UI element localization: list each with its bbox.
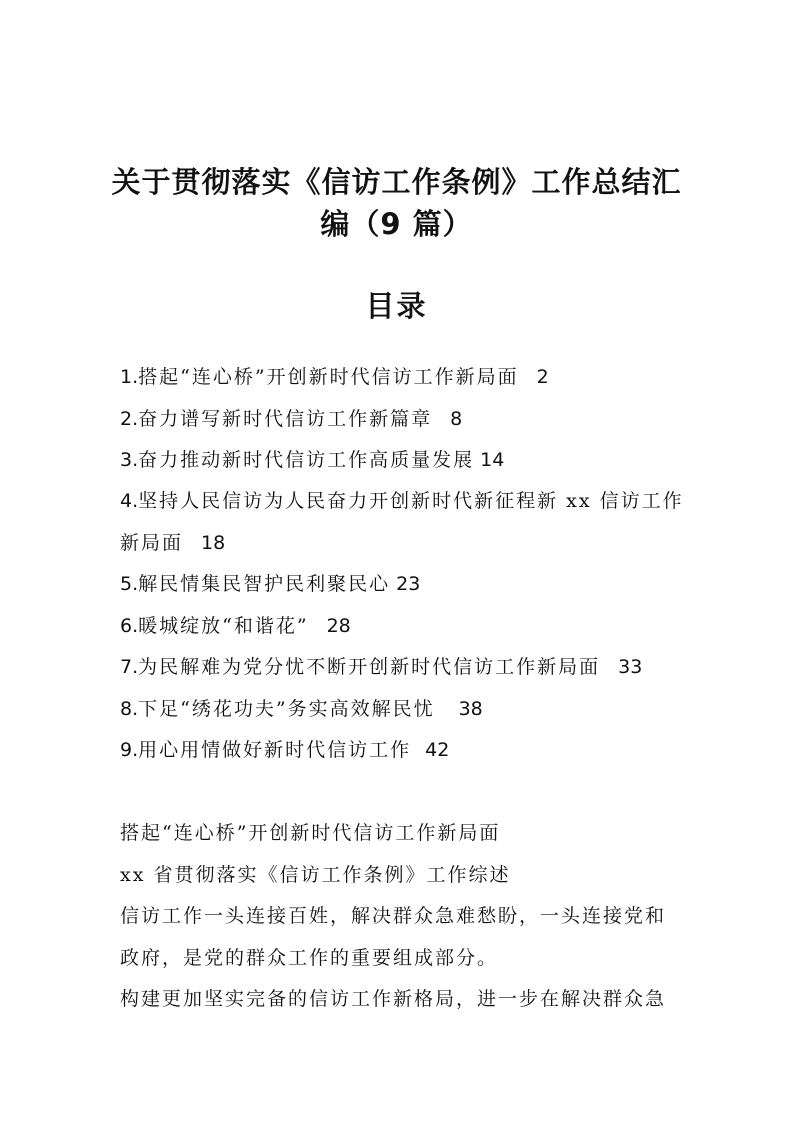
toc-item	[120, 445, 680, 475]
toc-item-number: 3.	[120, 449, 139, 471]
toc-item	[120, 362, 680, 392]
toc-item-text: 坚持人民信访为人民奋力开创新时代新征程新 xx 信访工作	[138, 490, 684, 512]
toc-item-page: 18	[201, 532, 226, 554]
toc-item-number: 7.	[120, 656, 139, 678]
toc-item-text: 用心用情做好新时代信访工作	[138, 739, 412, 761]
toc-item-text: 新局面	[120, 532, 184, 554]
toc-item	[120, 569, 680, 599]
body-line: 政府，是党的群众工作的重要组成部分。	[120, 947, 499, 969]
document-title-line-1: 关于贯彻落实《信访工作条例》工作总结汇	[111, 165, 682, 199]
toc-item-page: 38	[458, 698, 483, 720]
toc-item-text: 下足“绣花功夫”务实高效解民忧	[138, 698, 435, 720]
toc-item-text: 为民解难为党分忧不断开创新时代信访工作新局面	[138, 656, 601, 678]
toc-item	[120, 528, 680, 558]
toc-item-number: 1.	[120, 366, 139, 388]
document-title-line-2: 编（9 篇）	[320, 207, 473, 241]
toc-item-number: 5.	[120, 573, 139, 595]
body-line: 搭起“连心桥”开创新时代信访工作新局面	[120, 822, 501, 844]
toc-item-page: 23	[396, 573, 421, 595]
toc-item	[120, 652, 680, 682]
toc-item-number: 6.	[120, 615, 139, 637]
toc-item-page: 28	[326, 615, 351, 637]
toc-item-text: 解民情集民智护民利聚民心	[138, 573, 391, 595]
toc-item-page: 8	[450, 408, 463, 430]
toc-item-number: 9.	[120, 739, 139, 761]
body-line: xx 省贯彻落实《信访工作条例》工作综述	[120, 864, 511, 886]
toc-item	[120, 694, 680, 724]
toc-item-page: 42	[425, 739, 450, 761]
body-line: 信访工作一头连接百姓，解决群众急难愁盼，一头连接党和	[120, 905, 667, 927]
toc-item-number: 2.	[120, 408, 139, 430]
toc-heading: 目录	[365, 289, 428, 323]
toc-item	[120, 486, 684, 516]
toc-item-page: 14	[480, 449, 505, 471]
toc-item	[120, 735, 680, 765]
toc-item-page: 2	[536, 366, 549, 388]
body-line: 构建更加坚实完备的信访工作新格局，进一步在解决群众急	[120, 988, 667, 1010]
toc-item-text: 奋力谱写新时代信访工作新篇章	[138, 408, 433, 430]
toc-item	[120, 404, 680, 434]
toc-item-page: 33	[618, 656, 643, 678]
toc-item-text: 奋力推动新时代信访工作高质量发展	[138, 449, 475, 471]
toc-item-number: 8.	[120, 698, 139, 720]
toc-item-text: 搭起“连心桥”开创新时代信访工作新局面	[138, 366, 519, 388]
toc-item-number: 4.	[120, 490, 139, 512]
toc-item-text: 暖城绽放“和谐花”	[138, 615, 309, 637]
toc-item	[120, 611, 680, 641]
